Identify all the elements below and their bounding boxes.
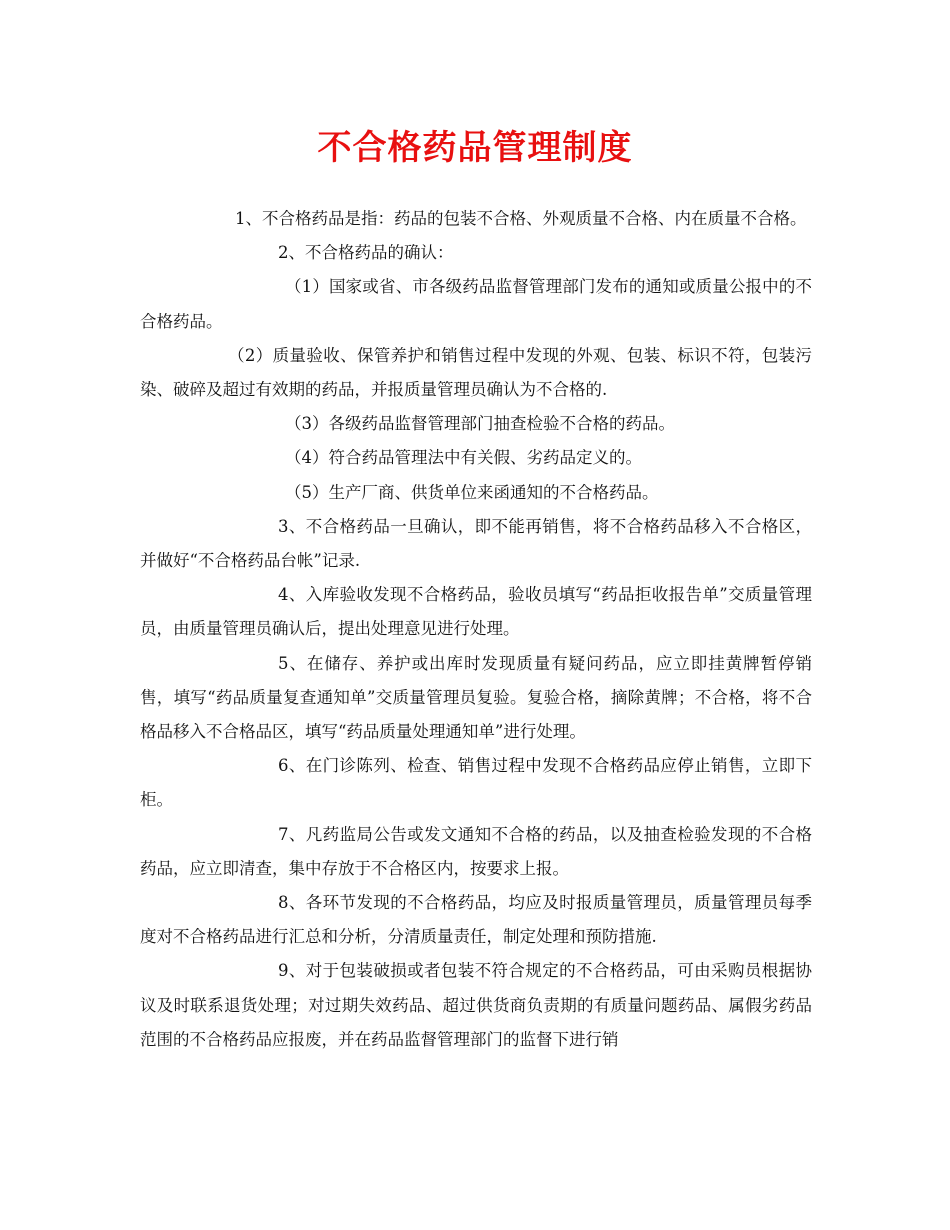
paragraph-3: 3、不合格药品一旦确认，即不能再销售，将不合格药品移入不合格区，并做好“不合格药品台帐”记录. [140,516,812,571]
paragraph-4: 4、入库验收发现不合格药品，验收员填写“药品拒收报告单”交质量管理员，由质量管理员确认后，提出处理意见进行处理。 [140,585,812,639]
paragraph-1: 1、不合格药品是指：药品的包装不合格、外观质量不合格、内在质量不合格。 [235,209,807,228]
paragraph-7: 7、凡药监局公告或发文通知不合格的药品，以及抽查检验发现的不合格药品，应立即清查，集中存放于不合格区内，按要求上报。 [140,824,812,878]
document-body [140,202,812,1057]
paragraph-2-3: （3）各级药品监督管理部门抽查检验不合格的药品。 [285,414,675,434]
document-title: 不合格药品管理制度 [317,128,633,168]
paragraph-2-4: （4）符合药品管理法中有关假、劣药品定义的。 [285,448,642,468]
paragraph-6: 6、在门诊陈列、检查、销售过程中发现不合格药品应停止销售，立即下柜。 [140,756,812,810]
paragraph-5: 5、在储存、养护或出库时发现质量有疑问药品，应立即挂黄牌暂停销售，填写“药品质量复查通知单”交质量管理员复验。复验合格，摘除黄牌；不合格，将不合格品移入不合格品区，填写“药品质量处理通知单”进行处理。 [140,653,812,742]
paragraph-2: 2、不合格药品的确认： [278,243,454,263]
paragraph-2-5: （5）生产厂商、供货单位来函通知的不合格药品。 [285,482,659,502]
paragraph-2-1: （1）国家或省、市各级药品监督管理部门发布的通知或质量公报中的不合格药品。 [140,277,812,331]
paragraph-2-2: （2）质量验收、保管养护和销售过程中发现的外观、包装、标识不符，包装污染、破碎及超过有效期的药品，并报质量管理员确认为不合格的. [140,345,812,400]
paragraph-9: 9、对于包装破损或者包装不符合规定的不合格药品，可由采购员根据协议及时联系退货处理；对过期失效药品、超过供货商负责期的有质量问题药品、属假劣药品范围的不合格药品应报废，并在药品监督管理部门的监督下进行销 [140,961,812,1049]
paragraph-8: 8、各环节发现的不合格药品，均应及时报质量管理员，质量管理员每季度对不合格药品进行汇总和分析，分清质量责任，制定处理和预防措施. [140,893,812,947]
